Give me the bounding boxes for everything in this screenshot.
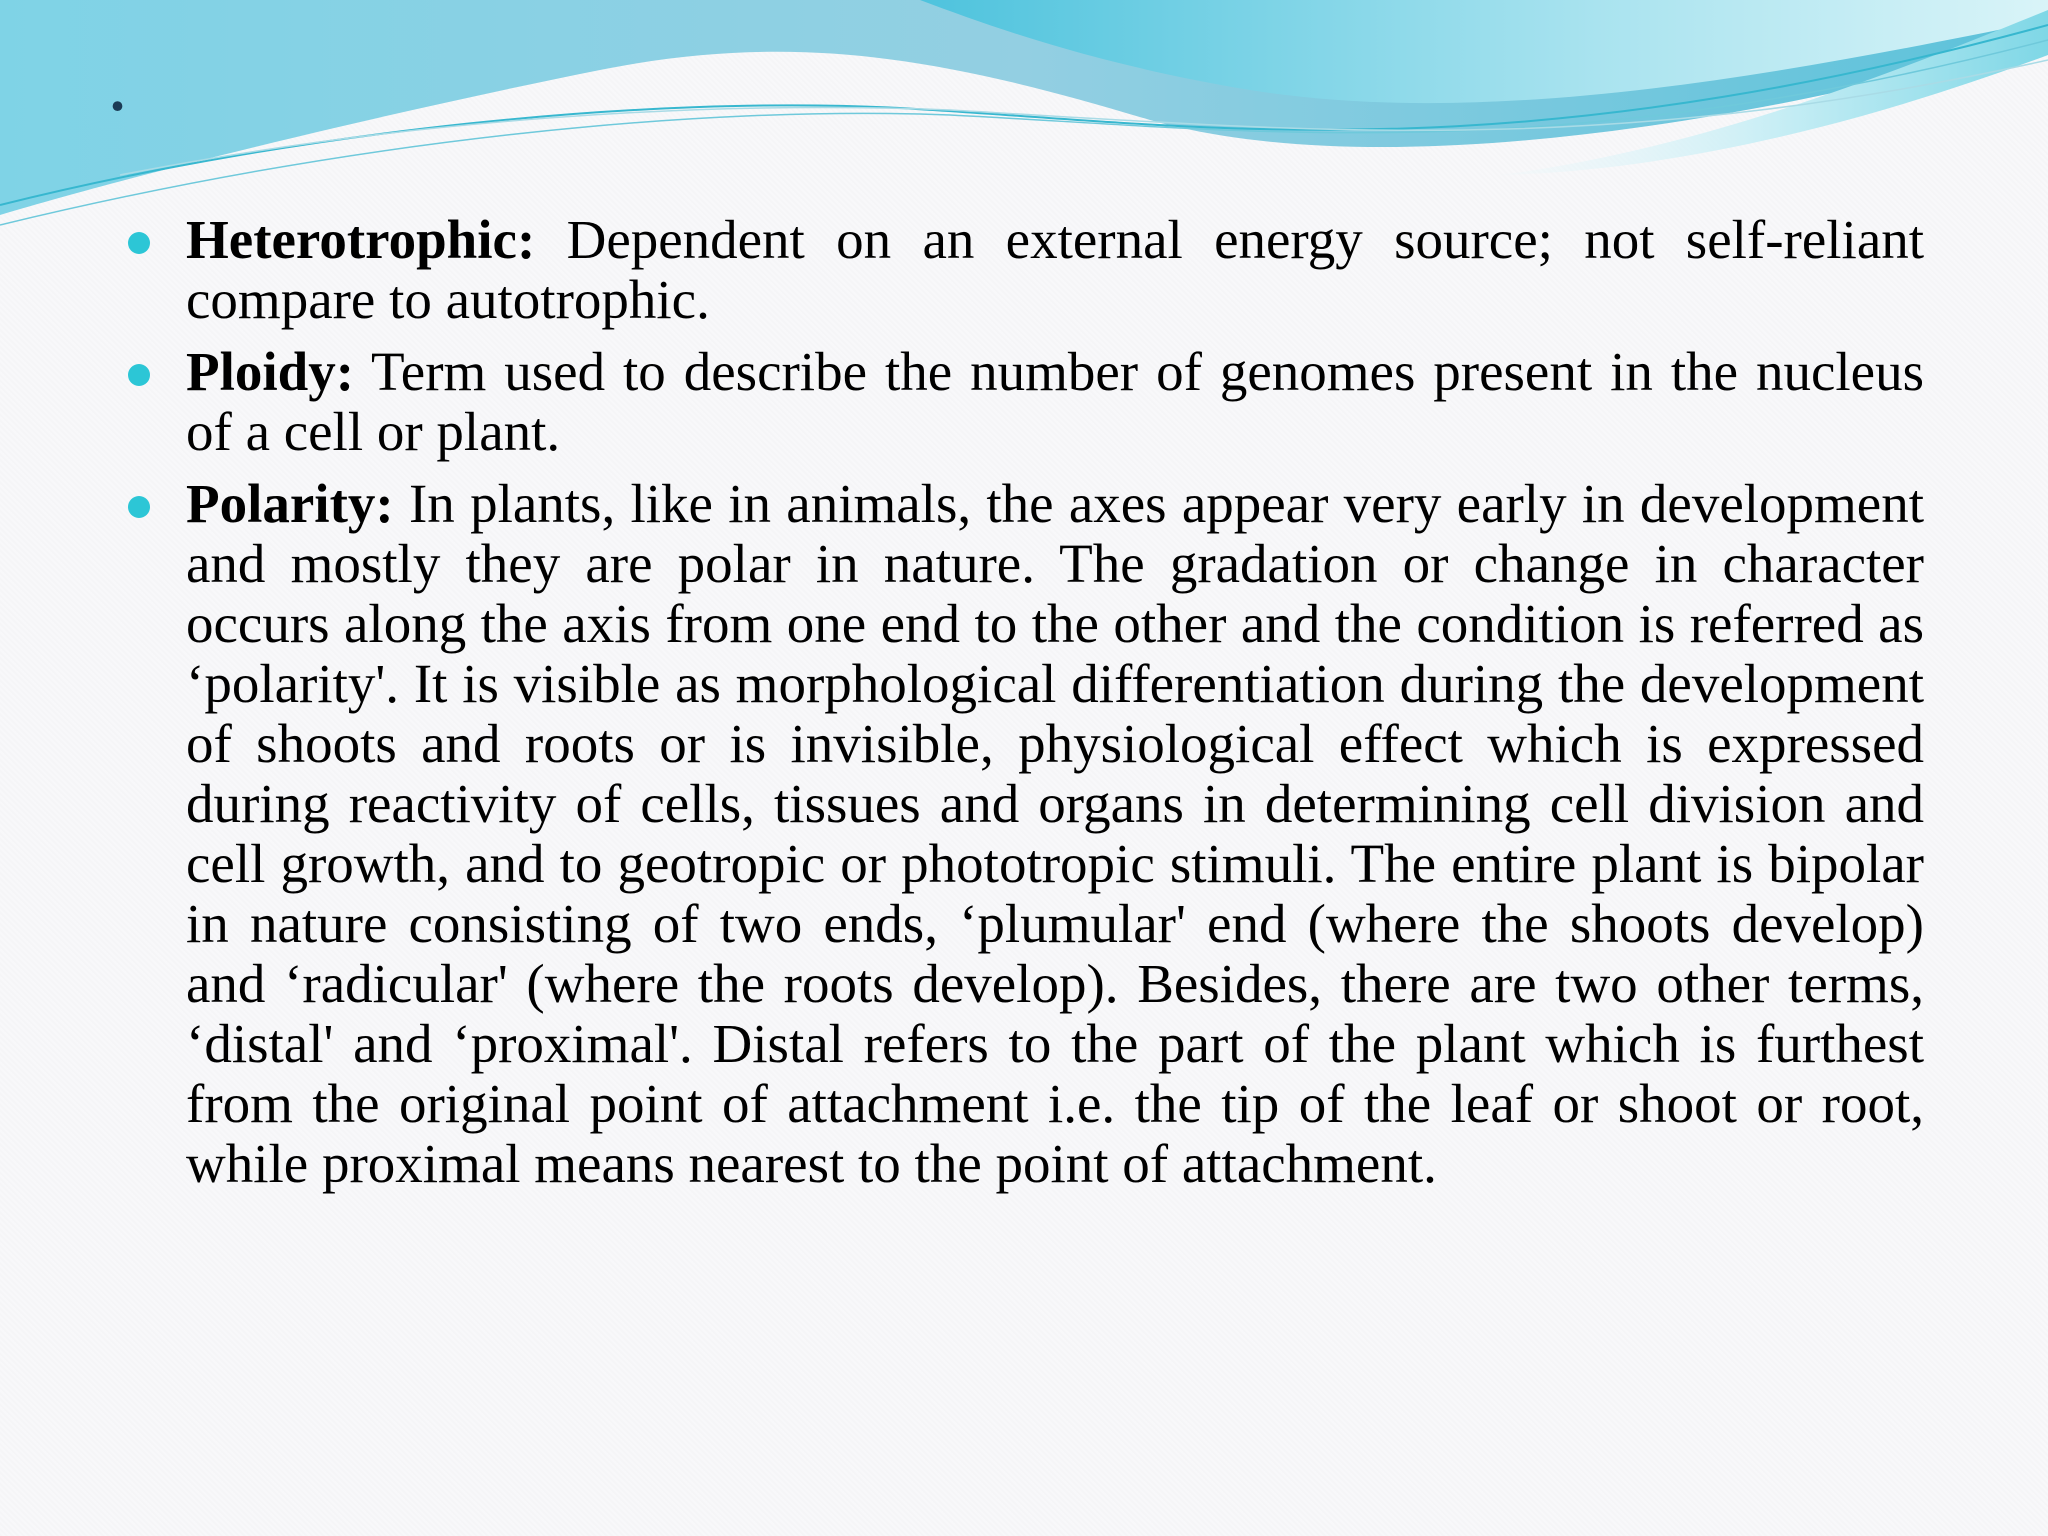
slide-title: . [110, 57, 125, 123]
term-label: Polarity: [186, 473, 394, 534]
bullet-icon [128, 496, 150, 518]
term-label: Ploidy: [186, 341, 355, 402]
definition-list [128, 210, 1924, 1206]
term-definition: In plants, like in animals, the axes appear very early in development and mostly they are polar in nature. The gradation or change in character occurs along the axis from one end to the other and the condition is referred as ‘polarity'. It is visible as morphological differentiation during the development of shoots and roots or is invisible, physiological effect which is expressed during reactivity of cells, tissues and organs in determining cell division and cell growth, and to geotropic or phototropic stimuli. The entire plant is bipolar in nature consisting of two ends, ‘plumular' end (where the shoots develop) and ‘radicular' (where the roots develop). Besides, there are two other terms, ‘distal' and ‘proximal'. Distal refers to the part of the plant which is furthest from the original point of attachment i.e. the tip of the leaf or shoot or root, while proximal means nearest to the point of attachment. [186, 473, 1924, 1194]
bullet-icon [128, 364, 150, 386]
list-item-polarity [128, 474, 1924, 1194]
bullet-icon [128, 232, 150, 254]
list-item-heterotrophic [128, 210, 1924, 330]
list-item-ploidy [128, 342, 1924, 462]
term-label: Heterotrophic: [186, 209, 536, 270]
term-definition: Term used to describe the number of genomes present in the nucleus of a cell or plant. [186, 341, 1924, 462]
term-definition: Dependent on an external energy source; not self-reliant compare to autotrophic. [186, 209, 1925, 330]
